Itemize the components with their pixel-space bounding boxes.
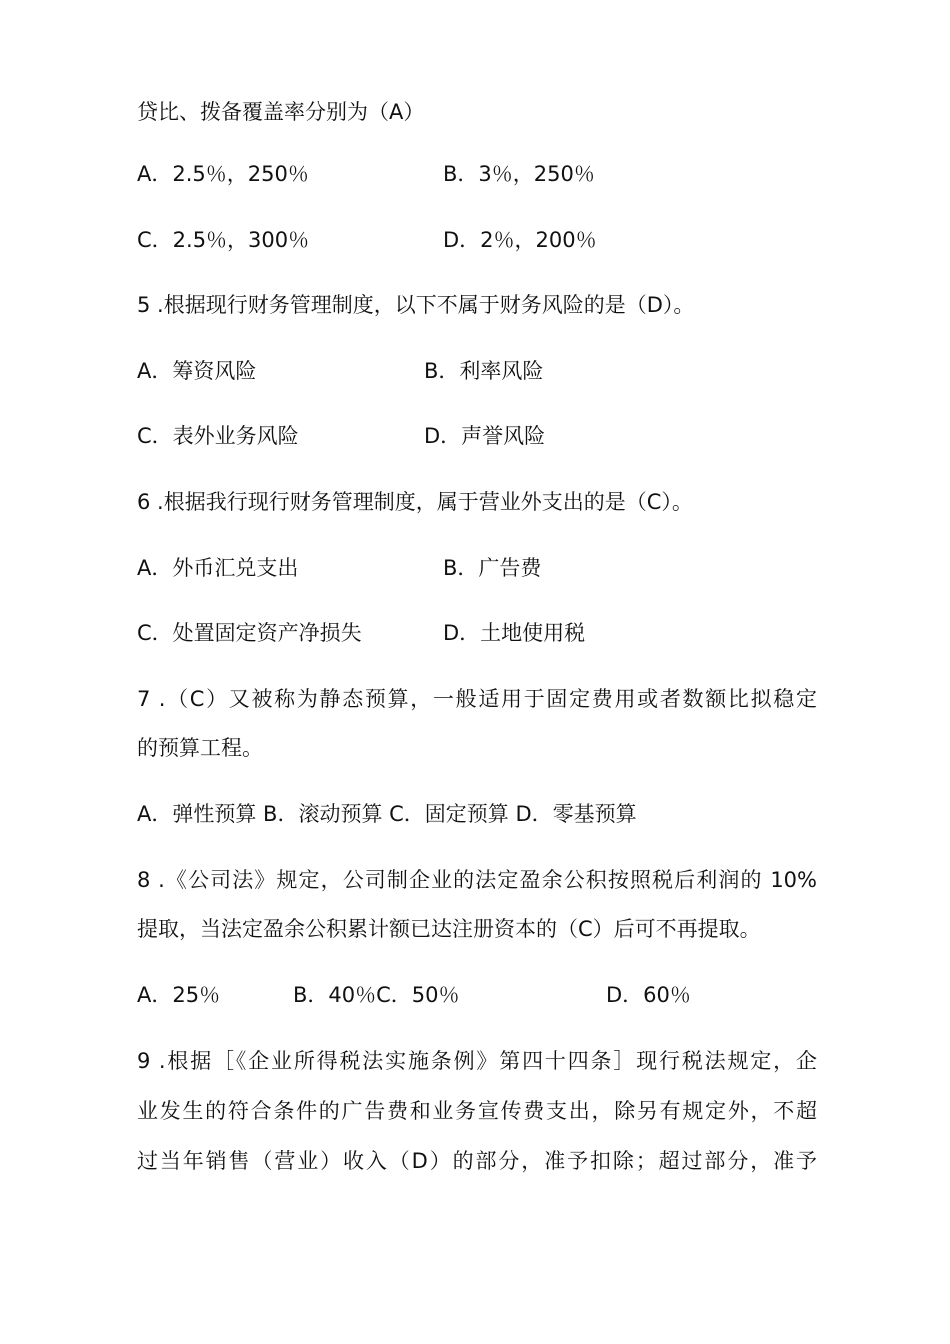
q6-stem: 6 .根据我行现行财务管理制度，属于营业外支出的是（C）。 bbox=[137, 490, 693, 514]
q5-option-c: C．表外业务风险 bbox=[137, 424, 299, 448]
q7-stem-line-1: 7 .（C）又被称为静态预算，一般适用于固定费用或者数额比拟稳定 bbox=[137, 687, 817, 711]
q4-option-a: A．2.5％，250％ bbox=[137, 162, 309, 186]
q4-option-d: D．2％，200％ bbox=[443, 228, 597, 252]
q6-option-d: D．土地使用税 bbox=[443, 621, 586, 645]
q8-stem-line-1: 8 .《公司法》规定，公司制企业的法定盈余公积按照税后利润的 10% bbox=[137, 868, 817, 892]
q8-option-a: A．25％ bbox=[137, 983, 221, 1007]
q5-option-b: B．利率风险 bbox=[424, 359, 544, 383]
q4-option-c: C．2.5％，300％ bbox=[137, 228, 310, 252]
q9-stem-line-2: 业发生的符合条件的广告费和业务宣传费支出，除另有规定外，不超 bbox=[137, 1099, 817, 1123]
q5-option-d: D．声誉风险 bbox=[424, 424, 546, 448]
q6-option-a: A．外币汇兑支出 bbox=[137, 556, 299, 580]
q9-stem-line-3: 过当年销售（营业）收入（D）的部分，准予扣除；超过部分，准予 bbox=[137, 1149, 817, 1173]
q9-stem-line-1: 9 .根据［《企业所得税法实施条例》第四十四条］现行税法规定，企 bbox=[137, 1049, 817, 1073]
q5-stem: 5 .根据现行财务管理制度，以下不属于财务风险的是（D）。 bbox=[137, 293, 695, 317]
q6-option-c: C．处置固定资产净损失 bbox=[137, 621, 362, 645]
q4-option-b: B．3％，250％ bbox=[443, 162, 595, 186]
q8-option-b-c: B．40％C．50％ bbox=[293, 983, 460, 1007]
q6-option-b: B．广告费 bbox=[443, 556, 542, 580]
q8-stem-line-2: 提取，当法定盈余公积累计额已达注册资本的（C）后可不再提取。 bbox=[137, 917, 761, 941]
q4-stem-continuation: 贷比、拨备覆盖率分别为（A） bbox=[137, 100, 425, 124]
q8-option-d: D．60％ bbox=[606, 983, 691, 1007]
q5-option-a: A．筹资风险 bbox=[137, 359, 257, 383]
q7-stem-line-2: 的预算工程。 bbox=[137, 736, 263, 760]
q7-options: A．弹性预算 B．滚动预算 C．固定预算 D．零基预算 bbox=[137, 802, 637, 826]
